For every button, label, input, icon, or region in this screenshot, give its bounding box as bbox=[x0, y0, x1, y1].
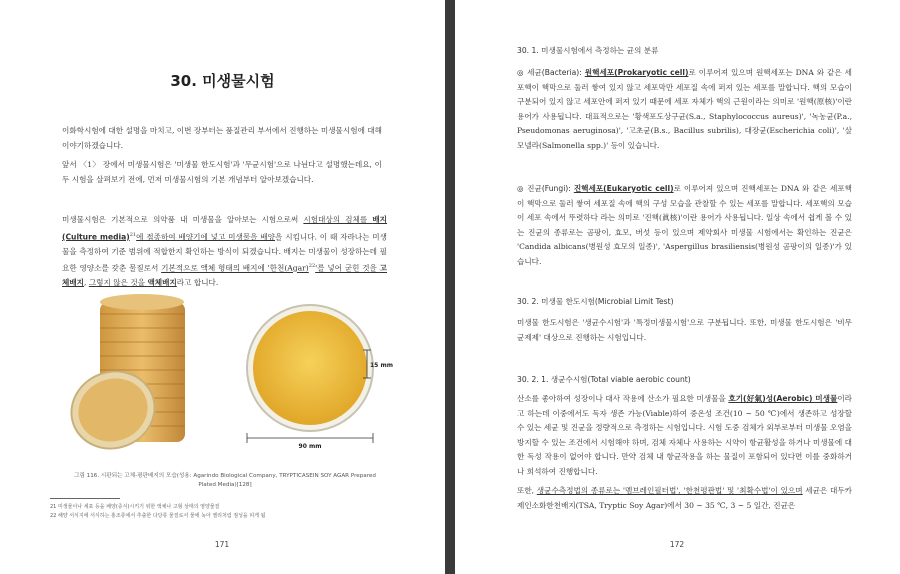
body-underline: 시험대상의 검체를 bbox=[303, 215, 373, 224]
body-underline: '를 넣어 굳힌 것을 bbox=[315, 263, 380, 273]
dimension-90mm: 90 mm bbox=[298, 443, 322, 450]
section-30-1-heading: 30. 1. 미생물시험에서 측정하는 균의 분류 bbox=[517, 46, 659, 55]
body-underline: 그렇지 않은 것을 bbox=[88, 278, 148, 288]
footnote-ref-22: 22 bbox=[308, 263, 316, 270]
body-underline: 기본적으로 액체 형태의 배지에 '한천(Agar) bbox=[161, 263, 309, 273]
culture-media-term: 배지(Culture media) bbox=[62, 215, 387, 242]
right-page bbox=[455, 0, 900, 574]
page-number-left: 171 bbox=[214, 540, 230, 549]
caption-line-2: Plated Media)[128] bbox=[198, 482, 252, 488]
bacteria-text: 로 이루어져 있으며 원핵세포는 DNA 와 같은 세포핵이 핵막으로 둘러 쌓여 있지 않고 세포막만 세포질 속에 퍼져 있는 세포를 말합니다. 핵의 모습이 구분되어 있지 않고 세포안에 퍼져 있기 때문에 세포 자체가 핵의 근원이라는 의미로 '원핵(原核)'이란 용어가 사용됩니다. 대표적으로는 '황색포도상구균(S.a., Staphylococcus aureus)', '녹농균(P.a., Pseudomonas aeruginosa)', '고초균(B.s., Bacillus subrilis), 대장균(Escherichia coli)', '살모넬라(Salmonella spp.)' 등이 있습니다. bbox=[517, 68, 852, 150]
caption-line-1: 그림 116. 시판되는 고체-평판배지의 모습(성용: Agarindo Biological Company, TRYPTICASEIN SOY AGAR Prepared bbox=[74, 473, 376, 479]
body-underline: 에 접종하여 배양기에 넣고 미생물을 배양 bbox=[136, 232, 276, 242]
intro-paragraph-2: 앞서 〈1〉 장에서 미생물시험은 '미생물 한도시험'과 '무균시험'으로 나뉜다고 설명했는데요, 이 두 시험을 살펴보기 전에, 먼저 미생물시험의 기본 개념부터 알아보겠습니다. bbox=[62, 160, 382, 184]
body-text: 라고 합니다. bbox=[176, 278, 219, 288]
viable-text: 이라고 하는데 이중에서도 독자 생존 가능(Viable)하여 중온성 조건(10 ~ 50 ℃)에서 생존하고 성장할 수 있는 세균 및 진균을 정량적으로 측정하는 시험입니다. 시험 도중 검체가 외부로부터 미생물 오염을 방지할 수 있는 조건에서 시험해야 하며, 검체 자체나 사용하는 시약이 항균활성을 하거나 미생물에 대한 독성 작용이 없어야 합니다. 만약 검체 내 항균작용을 하는 물질이 포함되어 있다면 이를 중화하거나 희석하여 진행합니다. bbox=[517, 394, 852, 476]
page-number-right: 172 bbox=[669, 540, 685, 549]
section-30-2-heading: 30. 2. 미생물 한도시험(Microbial Limit Test) bbox=[517, 297, 674, 306]
method-underline: 생균수측정법의 종류로는 '멤브레인필터법', '한천평판법' 및 '최확수법'이 있으며 bbox=[536, 486, 803, 495]
body-text: 미생물시험은 기본적으로 의약품 내 미생물을 알아보는 시험으로써 bbox=[62, 215, 304, 224]
solid-media-term: 고체배지 bbox=[62, 263, 388, 288]
chapter-title: 30. 미생물시험 bbox=[170, 72, 275, 90]
bacteria-paragraph bbox=[517, 66, 852, 153]
dimension-15mm: 15 mm bbox=[370, 362, 393, 369]
body-text: , bbox=[84, 278, 89, 288]
footnote-21: 21 미생물이나 세포 등을 배양(증식)시키기 위한 액체나 고형 상태의 영양물질 bbox=[50, 504, 220, 510]
top-view-plate bbox=[247, 305, 373, 431]
liquid-media-term: 액체배지 bbox=[147, 278, 177, 288]
method-paragraph bbox=[517, 484, 852, 513]
prokaryotic-term: 원핵세포(Prokaryotic cell) bbox=[584, 68, 689, 77]
body-text: 을 시킵니다. 이 때 자라나는 미생물을 측정하여 기준 범위에 적합한지 확인하는 방식이 되겠습니다. 배지는 미생물이 성장하는데 필요한 영양소를 갖춘 물질로서 bbox=[62, 232, 387, 273]
agar-plates-figure bbox=[55, 290, 395, 465]
method-text: 세균은 대두카제인소화한천배지(TSA, Tryptic Soy Agar)에서 30 ~ 35 ℃, 3 ~ 5 일간, 진균은 bbox=[517, 486, 853, 510]
book-gutter bbox=[445, 0, 455, 574]
method-text: 또한, bbox=[517, 486, 537, 495]
eukaryotic-term: 진핵세포(Eukaryotic cell) bbox=[573, 184, 674, 193]
left-page bbox=[0, 0, 445, 574]
fungi-text: 로 이루어져 있으며 진핵세포는 DNA 와 같은 세포핵이 핵막으로 둘러 쌓여 세포질 속에 핵의 구성 모습을 관찰할 수 있는 세포를 말합니다. 세포핵의 모습이 세포 속에서 뚜렷하다 라는 의미로 '진핵(眞核)'이란 용어가 사용됩니다. 일상 속에서 쉽게 볼 수 있는 진균의 종류로는 곰팡이, 효모, 버섯 등이 있으며 제약회사 미생물 시험에서는 확인하는 진균은 'Candida albicans(병원성 효모의 일종)', 'Aspergillus brasiliensis(병원성 곰팡이의 일종)'가 있습니다. bbox=[517, 184, 852, 266]
body-paragraph bbox=[62, 213, 387, 291]
viable-count-paragraph bbox=[517, 392, 852, 479]
aerobic-term: 호기(好氣)성(Aerobic) 미생물 bbox=[728, 394, 838, 403]
figure-caption bbox=[50, 472, 400, 490]
fungi-paragraph bbox=[517, 182, 852, 269]
bacteria-label: ◎ 세균(Bacteria): bbox=[517, 68, 585, 77]
footnote-ref-21: 21 bbox=[129, 231, 137, 238]
section-30-2-1-heading: 30. 2. 1. 생균수시험(Total viable aerobic count) bbox=[517, 375, 691, 384]
viable-text: 산소를 좋아하여 성장이나 대사 작용에 산소가 필요한 미생물을 bbox=[517, 394, 729, 403]
fungi-label: ◎ 진균(Fungi): bbox=[517, 184, 574, 193]
limit-test-paragraph: 미생물 한도시험은 '생균수시험'과 '특정미생물시험'으로 구분됩니다. 또한, 미생물 한도시험은 '비무균제제' 대상으로 진행하는 시험입니다. bbox=[517, 318, 852, 342]
footnote-22: 22 해양 서식지에 서식하는 홍조류에서 추출한 다당류 물질로서 물에 녹아 젤리처럼 점성을 띠게 됨 bbox=[50, 513, 266, 519]
footnote-divider bbox=[50, 498, 120, 499]
intro-paragraph-1: 이화학시험에 대한 설명을 마치고, 이번 장부터는 품질관리 부서에서 진행하는 미생물시험에 대해 이야기하겠습니다. bbox=[62, 126, 382, 150]
